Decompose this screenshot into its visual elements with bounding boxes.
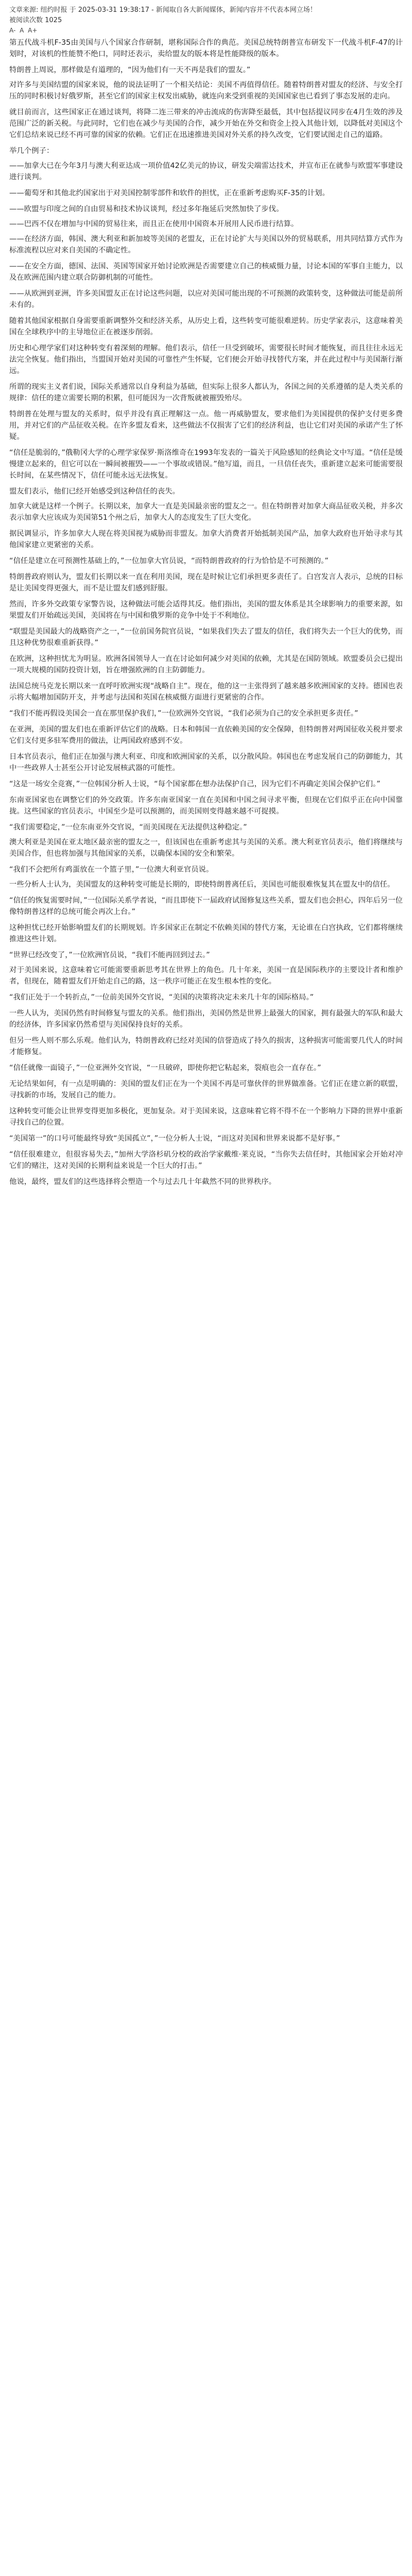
- source-line: 文章来源: 纽约时报 于 2025-03-31 19:38:17 - 新闻取自各大新闻媒体，新闻内容并不代表本网立场！: [9, 6, 317, 14]
- article-paragraph: 然而，许多外交政策专家警告说，这种做法可能会适得其反。他们指出，美国的盟友体系是其全球影响力的重要来源，如果盟友们开始疏远美国，美国将在与中国和俄罗斯的竞争中处于不利地位。: [9, 600, 403, 620]
- article-paragraph: ——葡萄牙和其他北约国家出于对美国控制零部件和软件的担忧，正在重新考虑购买F-35的计划。: [9, 189, 330, 197]
- article-paragraph: 第五代战斗机F-35由美国与八个国家合作研制，堪称国际合作的典范。美国总统特朗普宣布研发下一代战斗机F-47的计划时，对该机的性能赞不绝口，同时还表示，卖给盟友的版本将是性能降级的版本。: [9, 39, 403, 58]
- article-paragraph: 法国总统马克龙长期以来一直呼吁欧洲实现“战略自主”。现在，他的这一主张得到了越来越多欧洲国家的支持。德国也表示将大幅增加国防开支，并考虑与法国和英国在核威慑方面进行更紧密的合作。: [9, 682, 403, 702]
- article-paragraph: “我们不能再假设美国会一直在那里保护我们，”一位欧洲外交官说，“我们必须为自己的安全承担更多责任。”: [9, 709, 358, 718]
- article-paragraph: “美国第一”的口号可能最终导致“美国孤立”，”一位分析人士说，“而这对美国和世界来说都不是好事。”: [9, 1134, 340, 1143]
- article-paragraph: “信任就像一面镜子，”一位亚洲外交官说，“一旦破碎，即使你把它粘起来，裂痕也会一直存在。”: [9, 1064, 321, 1072]
- article-paragraph: ——在经济方面，韩国、澳大利亚和新加坡等美国的老盟友，正在讨论扩大与美国以外的贸易联系，用共同结算方式作为标准流程以应对来自美国的不确定性。: [9, 235, 403, 255]
- article-paragraph: ——加拿大已在今年3月与澳大利亚达成一项价值42亿美元的协议，研发尖端雷达技术，并宣布正在就参与欧盟军事建设进行谈判。: [9, 162, 403, 181]
- article-paragraph: 随着其他国家根据自身需要重新调整外交和经济关系，从历史上看，这些转变可能很难逆转。历史学家表示，这意味着美国在全球秩序中的主导地位正在被逐步削弱。: [9, 317, 403, 336]
- article-paragraph: 特朗普在处理与盟友的关系时，似乎并没有真正理解这一点。他一再威胁盟友，要求他们为美国提供的保护支付更多费用，并对它们的产品征收关税。在许多盟友看来，这些做法不仅损害了它们的经济利益，也让它们对美国的承诺产生了怀疑。: [9, 410, 403, 441]
- article-paragraph: 一些分析人士认为，美国盟友的这种转变可能是长期的，即使特朗普离任后，美国也可能很难恢复其在盟友中的信任。: [9, 880, 395, 889]
- article-paragraph: 在亚洲，美国的盟友们也在重新评估它们的战略。日本和韩国一直依赖美国的安全保障，但特朗普对两国征收关税并要求它们支付更多驻军费用的做法，让两国政府感到不安。: [9, 725, 403, 745]
- font-default-button[interactable]: A: [20, 27, 24, 34]
- font-decrease-button[interactable]: A-: [9, 27, 16, 34]
- article-paragraph: 盟友们表示，他们已经开始感受到这种信任的丧失。: [9, 487, 180, 496]
- article-paragraph: 澳大利亚是美国在亚太地区最亲密的盟友之一，但该国也在重新考虑其与美国的关系。澳大利亚官员表示，他们将继续与美国合作，但也将加强与其他国家的关系，以确保本国的安全和繁荣。: [9, 838, 403, 858]
- article-paragraph: 对于美国来说，这意味着它可能需要重新思考其在世界上的角色。几十年来，美国一直是国际秩序的主要设计者和维护者，但现在，随着盟友们开始走自己的路，这一秩序可能正在发生根本性的变化。: [9, 966, 403, 986]
- article-paragraph: 对许多与美国结盟的国家来说，他的说法证明了一个相关结论：美国不再值得信任。随着特朗普对盟友的经济、与安全打压的同时积极讨好俄罗斯，甚至它们的国家主权发出威胁，就连向来受到重视的美国国家也已看到了事态发展的走向。: [9, 81, 403, 100]
- article-paragraph: 这种转变可能会让世界变得更加多极化，更加复杂。对于美国来说，这意味着它将不得不在一个影响力下降的世界中重新寻找自己的位置。: [9, 1107, 403, 1127]
- article-paragraph: “信任的恢复需要时间，”一位国际关系学者说，“而且即使下一届政府试图修复这些关系，盟友们也会担心，四年后另一位像特朗普这样的总统可能会再次上台。”: [9, 896, 403, 916]
- article-paragraph: “联盟是美国最大的战略资产之一，”一位前国务院官员说，“如果我们失去了盟友的信任，我们将失去一个巨大的优势，而且这种优势很难重新获得。”: [9, 628, 403, 647]
- article-paragraph: “信任是建立在可预测性基础上的，”一位加拿大官员说，“而特朗普政府的行为恰恰是不可预测的。”: [9, 557, 329, 565]
- article-paragraph: 特朗普政府则认为，盟友们长期以来一直在利用美国，现在是时候让它们承担更多责任了。白宫发言人表示，总统的目标是让美国变得更强大，而不是让盟友们感到舒服。: [9, 573, 403, 592]
- article-paragraph: 东南亚国家也在调整它们的外交政策。许多东南亚国家一直在美国和中国之间寻求平衡，但现在它们似乎正在向中国靠拢。这些国家的官员表示，中国至少是可以预测的，而美国则变得越来越不可捉摸。: [9, 796, 403, 816]
- article-paragraph: “我们需要稳定，”一位东南亚外交官说，“而美国现在无法提供这种稳定。”: [9, 823, 247, 832]
- article-paragraph: ——巴西不仅在增加与中国的贸易往来，而且正在使用中国资本开展用人民币进行结算。: [9, 220, 299, 228]
- article-body: [9, 37, 403, 1188]
- read-count: 被阅读次数 1025: [9, 16, 62, 24]
- article-paragraph: ——从欧洲到亚洲，许多美国盟友正在讨论这些问题，以应对美国可能出现的不可预测的政策转变，这种做法可能是前所未有的。: [9, 290, 403, 309]
- article-paragraph: 无论结果如何，有一点是明确的：美国的盟友们正在为一个美国不再是可靠伙伴的世界做准备。它们正在建立新的联盟，寻找新的市场，发展自己的能力。: [9, 1080, 403, 1099]
- article-paragraph: ——欧盟与印度之间的自由贸易和技术协议谈判，经过多年拖延后突然加快了步伐。: [9, 205, 284, 213]
- article-paragraph: ——在安全方面，德国、法国、英国等国家开始讨论欧洲是否需要建立自己的核威慑力量，讨论本国的军事自主能力，以及在欧洲范围内建立联合防御机制的可能性。: [9, 262, 403, 282]
- article-paragraph: “世界已经改变了，”一位欧洲官员说，“我们不能再回到过去。”: [9, 951, 210, 959]
- article-paragraph: 特朗普上周说，那样做是有道理的，“因为他们有一天不再是我们的盟友。”: [9, 66, 251, 74]
- article-paragraph: 所谓的现实主义者们说，国际关系通常以自身利益为基础，但实际上很多人都认为，各国之间的关系遵循的是人类关系的规律：信任的建立需要长期的积累，但可能因为一次背叛就被摧毁殆尽。: [9, 383, 403, 402]
- article-paragraph: “我们正处于一个转折点，”一位前美国外交官说，“美国的决策将决定未来几十年的国际格局。”: [9, 993, 314, 1002]
- article-paragraph: 这种担忧已经开始影响盟友们的长期规划。许多国家正在制定不依赖美国的替代方案，无论谁在白宫执政，它们都将继续推进这些计划。: [9, 924, 403, 943]
- article-meta: [9, 5, 403, 26]
- article-paragraph: 据民调显示，许多加拿大人现在将美国视为威胁而非盟友。加拿大消费者开始抵制美国产品，加拿大政府也开始寻求与其他国家建立更紧密的关系。: [9, 530, 403, 549]
- article-paragraph: 他说，最终，盟友们的这些选择将会塑造一个与过去几十年截然不同的世界秩序。: [9, 1178, 277, 1186]
- font-increase-button[interactable]: A+: [28, 27, 38, 34]
- article-paragraph: 历史和心理学家们对这种转变有着深刻的理解。他们表示，信任一旦受到破坏，需要很长时间才能恢复，而且往往永远无法完全恢复。他们指出，当盟国开始对美国的可靠性产生怀疑，它们便会开始寻找替代方案，并在此过程中与美国渐行渐远。: [9, 344, 403, 375]
- article-paragraph: 加拿大就是这样一个例子。长期以来，加拿大一直是美国最亲密的盟友之一。但在特朗普对加拿大商品征收关税，并多次表示加拿大应该成为美国第51个州之后，加拿大人的态度发生了巨大变化。: [9, 502, 403, 522]
- article-paragraph: 日本官员表示，他们正在加强与澳大利亚、印度和欧洲国家的关系，以分散风险。韩国也在考虑发展自己的防御能力，其中一些政界人士甚至公开讨论发展核武器的可能性。: [9, 753, 403, 772]
- article-paragraph: 一些人认为，美国仍然有时间修复与盟友的关系。他们指出，美国仍然是世界上最强大的国家，拥有最强大的军队和最大的经济体，许多国家仍然希望与美国保持良好的关系。: [9, 1009, 403, 1029]
- article-paragraph: 就目前而言，这些国家正在通过谈判，将降二连三带来的冲击流成的伤害降至最低，其中包括提议同步在4月生效的涉及范围广泛的新关税。与此同时，它们也在减少与美国的合作，减少开始在外交和资金上投入其他计划，以降低对美国这个它们总结来说已经不再可靠的国家的依赖。它们正在迅速推进美国对外关系的持久改变，它们要试图走自己的道路。: [9, 108, 403, 139]
- article-paragraph: 在欧洲，这种担忧尤为明显。欧洲各国领导人一直在讨论如何减少对美国的依赖，尤其是在国防领域。欧盟委员会已提出一项大规模的国防投资计划，旨在增强欧洲的自主防御能力。: [9, 655, 403, 674]
- font-size-controls: [9, 27, 403, 34]
- article-paragraph: “我们不会把所有鸡蛋放在一个篮子里，”一位澳大利亚官员说。: [9, 866, 214, 874]
- article-paragraph: 举几个例子：: [9, 147, 54, 155]
- article-paragraph: 但另一些人则不那么乐观。他们认为，特朗普政府已经对美国的信誉造成了持久的损害，这种损害可能需要几代人的时间才能修复。: [9, 1037, 403, 1056]
- article-paragraph: “信任很难建立，但很容易失去，”加州大学洛杉矶分校的政治学家戴维·莱克说，“当你失去信任时，其他国家会开始对冲它们的赌注，这对美国的长期利益来说是一个巨大的打击。”: [9, 1150, 403, 1170]
- article-paragraph: “这是一场安全竞赛，”一位韩国分析人士说，“每个国家都在想办法保护自己，因为它们不再确定美国会保护它们。”: [9, 780, 381, 788]
- article-paragraph: “信任是脆弱的，”俄勒冈大学的心理学家保罗·斯洛维奇在1993年发表的一篇关于风险感知的经典论文中写道。“信任是缓慢建立起来的，但它可以在一瞬间被摧毁——一个事故或错误。”他写道，而且，一旦信任丧失，重新建立起来可能需要很长时间，在某些情况下，信任可能永远无法恢复。: [9, 449, 403, 480]
